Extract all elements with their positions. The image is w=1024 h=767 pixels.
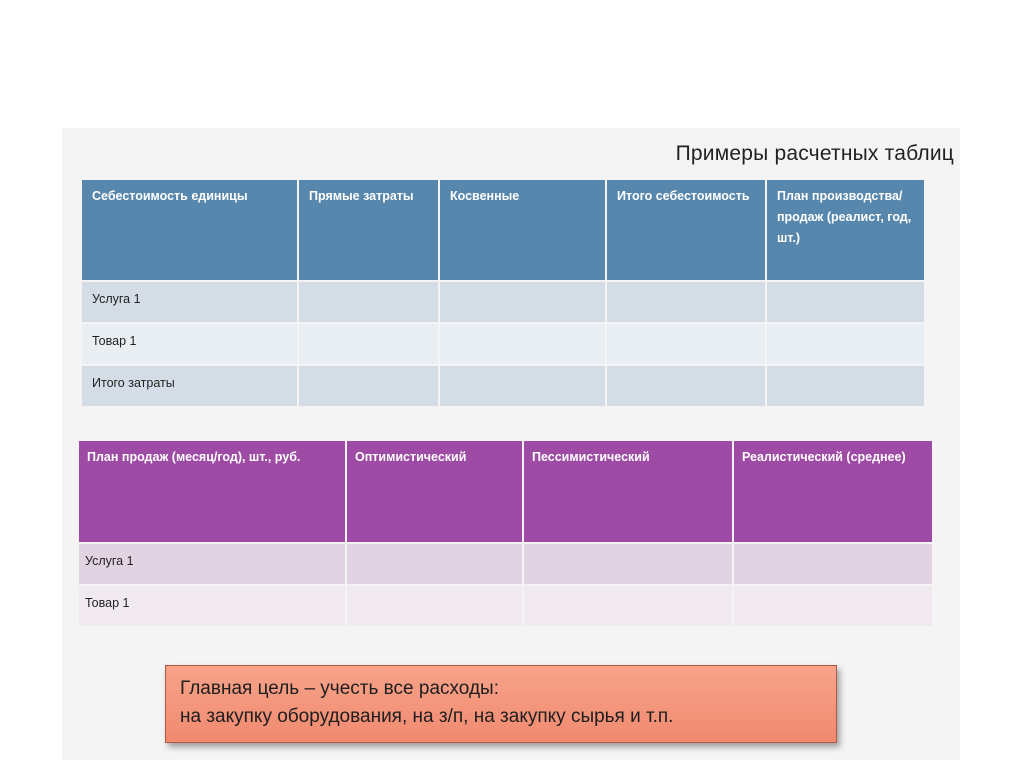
table-cell — [767, 322, 926, 364]
header-cell: Косвенные — [440, 180, 607, 280]
table-row — [82, 322, 926, 364]
table-row — [82, 280, 926, 322]
cost-table — [82, 180, 926, 406]
callout-line-2: на закупку оборудования, на з/п, на закупку сырья и т.п. — [180, 706, 674, 727]
slide-title: Примеры расчетных таблиц — [675, 142, 954, 165]
header-cell: Оптимистический — [347, 441, 524, 542]
main-goal-callout — [165, 665, 837, 743]
table-cell — [607, 280, 767, 322]
cost-table-header-row — [82, 180, 926, 280]
slide — [62, 128, 960, 760]
row-label: Товар 1 — [79, 584, 347, 626]
table-cell — [767, 364, 926, 406]
table-cell — [347, 542, 524, 584]
table-cell — [299, 364, 440, 406]
header-cell: План производства/продаж (реалист, год, шт.) — [767, 180, 926, 280]
table-cell — [440, 280, 607, 322]
sales-plan-header-row — [79, 441, 934, 542]
table-cell — [524, 542, 734, 584]
table-cell — [734, 542, 934, 584]
table-cell — [347, 584, 524, 626]
table-cell — [299, 280, 440, 322]
table-cell — [440, 322, 607, 364]
header-cell: План продаж (месяц/год), шт., руб. — [79, 441, 347, 542]
header-cell: Прямые затраты — [299, 180, 440, 280]
row-label: Итого затраты — [82, 364, 299, 406]
row-label: Товар 1 — [82, 322, 299, 364]
table-row — [79, 542, 934, 584]
header-cell: Реалистический (среднее) — [734, 441, 934, 542]
table-row — [82, 364, 926, 406]
row-label: Услуга 1 — [79, 542, 347, 584]
table-cell — [299, 322, 440, 364]
row-label: Услуга 1 — [82, 280, 299, 322]
table-cell — [734, 584, 934, 626]
table-cell — [524, 584, 734, 626]
header-cell: Итого себестоимость — [607, 180, 767, 280]
header-cell: Себестоимость единицы — [82, 180, 299, 280]
table-cell — [607, 322, 767, 364]
sales-plan-table — [79, 441, 934, 626]
table-cell — [767, 280, 926, 322]
header-cell: Пессимистический — [524, 441, 734, 542]
callout-line-1: Главная цель – учесть все расходы: — [180, 678, 499, 699]
table-cell — [440, 364, 607, 406]
table-cell — [607, 364, 767, 406]
table-row — [79, 584, 934, 626]
